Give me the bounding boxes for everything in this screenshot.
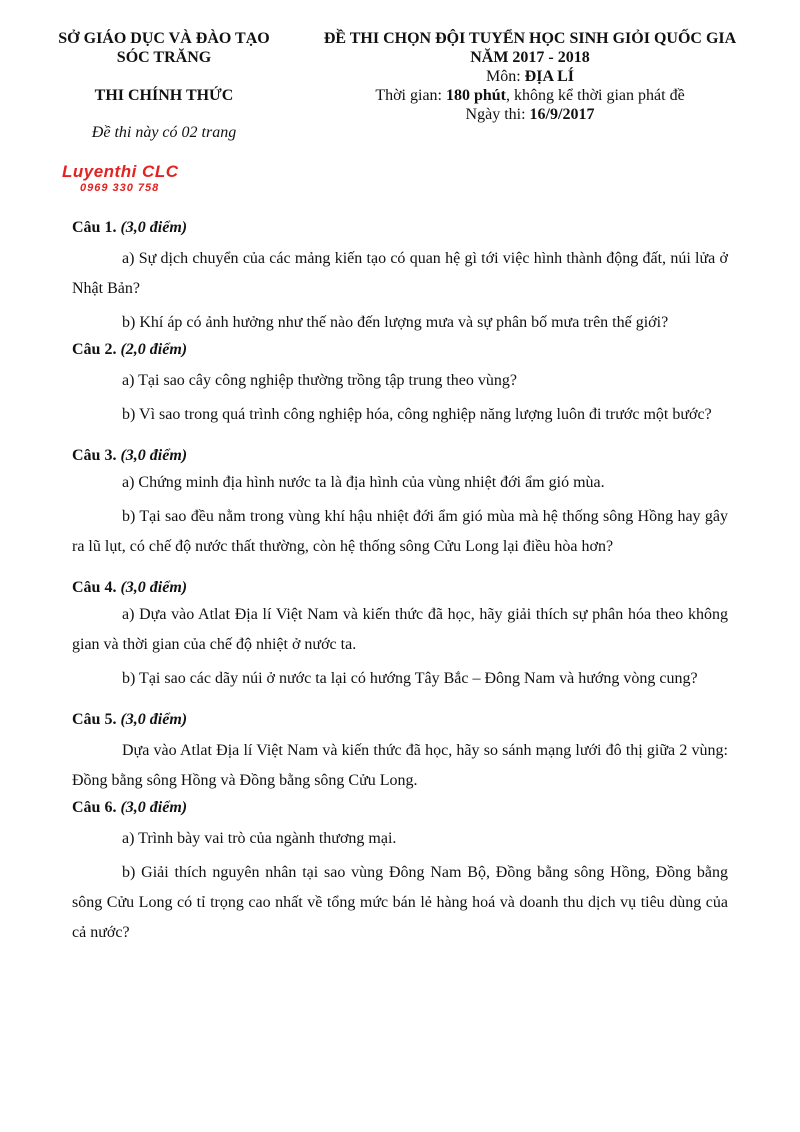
exam-title: ĐỀ THI CHỌN ĐỘI TUYỂN HỌC SINH GIỎI QUỐC GIA (323, 30, 737, 47)
question-paragraph: b) Khí áp có ảnh hưởng như thế nào đến lượng mưa và sự phân bố mưa trên thế giới? (122, 314, 669, 331)
header-left (38, 29, 290, 142)
question-title: Câu 3. (3,0 điểm) (72, 447, 188, 464)
subject-line: Môn: ĐỊA LÍ (485, 68, 575, 85)
pages-note: Đề thi này có 02 trang (91, 124, 237, 141)
time-line: Thời gian: 180 phút, không kể thời gian phát đề (375, 87, 685, 104)
question-title: Câu 5. (3,0 điểm) (72, 711, 188, 728)
province-name: SÓC TRĂNG (116, 49, 212, 66)
date-value: 16/9/2017 (529, 106, 595, 123)
subject-name: ĐỊA LÍ (524, 68, 575, 85)
header-right (290, 29, 770, 124)
exam-year: NĂM 2017 - 2018 (470, 49, 590, 66)
question-paragraph: b) Tại sao các dãy núi ở nước ta lại có hướng Tây Bắc – Đông Nam và hướng vòng cung? (122, 670, 698, 687)
department-name: SỞ GIÁO DỤC VÀ ĐÀO TẠO (58, 30, 270, 47)
watermark-logo (62, 162, 232, 195)
question-title: Câu 4. (3,0 điểm) (72, 579, 188, 596)
question-paragraph: Dựa vào Atlat Địa lí Việt Nam và kiến thức đã học, hãy so sánh mạng lưới đô thị giữa 2 vùng: Đồng bằng sông Hồng và Đồng bằng sông Cửu Long. (72, 742, 728, 789)
logo-name: Luyenthi CLC (62, 162, 179, 181)
question-paragraph: a) Sự dịch chuyển của các mảng kiến tạo có quan hệ gì tới việc hình thành động đất, núi lửa ở Nhật Bản? (72, 250, 728, 297)
question-title: Câu 2. (2,0 điểm) (72, 341, 188, 358)
question-paragraph: a) Chứng minh địa hình nước ta là địa hình của vùng nhiệt đới ẩm gió mùa. (122, 474, 605, 491)
logo-phone: 0969 330 758 (80, 182, 160, 194)
question-title: Câu 1. (3,0 điểm) (72, 219, 188, 236)
question-list (72, 216, 728, 948)
question-paragraph: b) Giải thích nguyên nhân tại sao vùng Đông Nam Bộ, Đồng bằng sông Hồng, Đồng bằng sông Cửu Long có tỉ trọng cao nhất về tổng mức bán lẻ hàng hoá và doanh thu dịch vụ tiêu dùng của cả nước? (72, 864, 728, 941)
question-paragraph: b) Vì sao trong quá trình công nghiệp hóa, công nghiệp năng lượng luôn đi trước một bước? (122, 406, 712, 423)
question-title: Câu 6. (3,0 điểm) (72, 799, 188, 816)
question-paragraph: a) Trình bày vai trò của ngành thương mại. (122, 830, 397, 847)
question-paragraph: a) Tại sao cây công nghiệp thường trồng tập trung theo vùng? (122, 372, 517, 389)
question-paragraph: a) Dựa vào Atlat Địa lí Việt Nam và kiến thức đã học, hãy giải thích sự phân hóa theo không gian và thời gian của chế độ nhiệt ở nước ta. (72, 606, 728, 653)
time-value: 180 phút (445, 87, 507, 104)
official-label: THI CHÍNH THỨC (94, 87, 234, 104)
question-paragraph: b) Tại sao đều nằm trong vùng khí hậu nhiệt đới ẩm gió mùa mà hệ thống sông Hồng hay gây ra lũ lụt, có chế độ nước thất thường, còn hệ thống sông Cửu Long lại điều hòa hơn? (72, 508, 728, 555)
date-line: Ngày thi: 16/9/2017 (465, 106, 595, 123)
